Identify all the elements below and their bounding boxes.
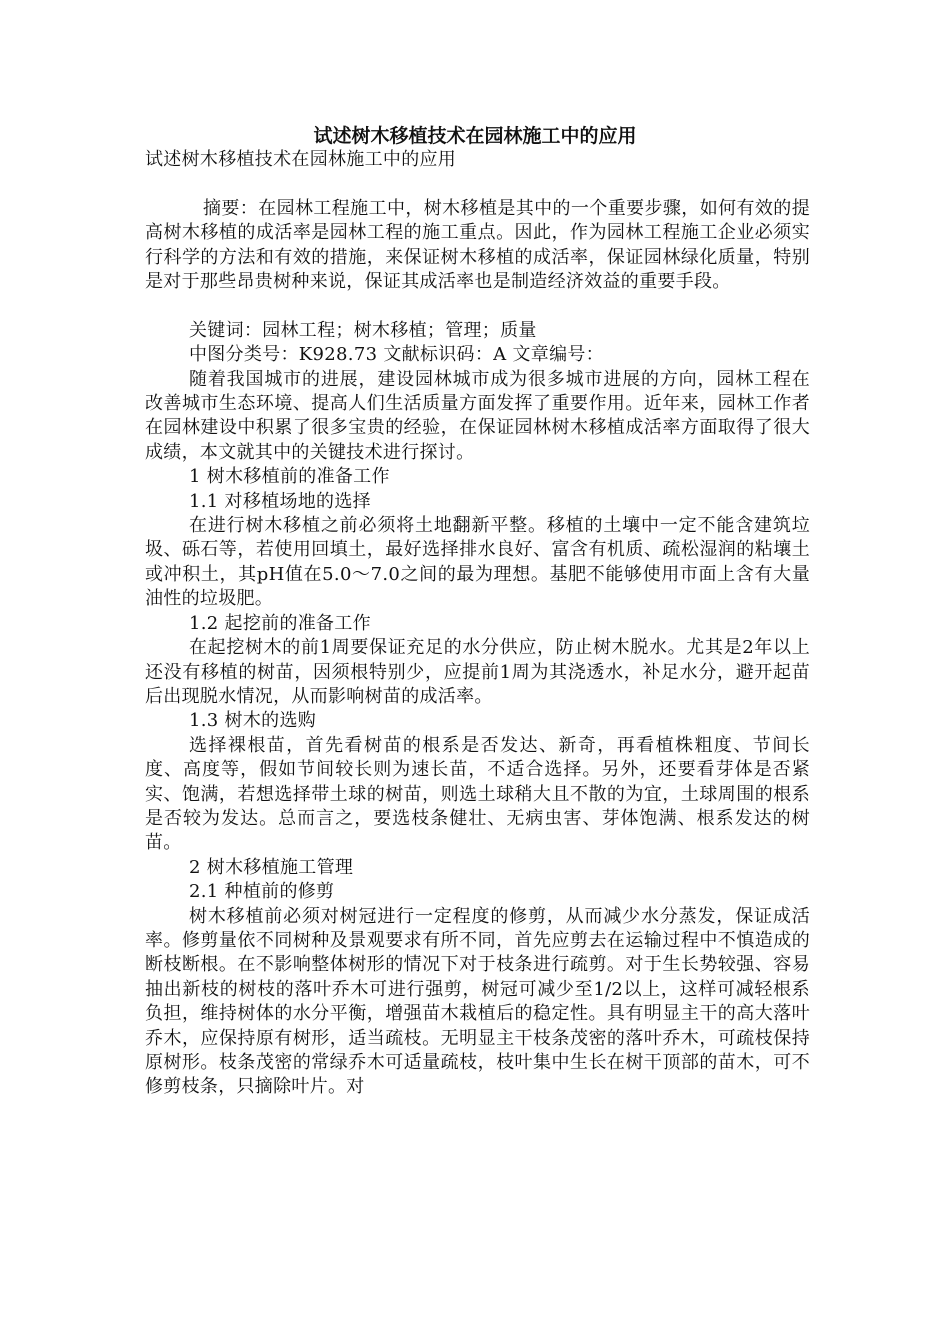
section-heading-2: 2 树木移植施工管理 <box>189 856 354 878</box>
document-title: 试述树木移植技术在园林施工中的应用 <box>313 125 637 147</box>
section-heading-1: 1 树木移植前的准备工作 <box>189 466 390 488</box>
subsection-heading-2-1: 2.1 种植前的修剪 <box>189 881 335 903</box>
paragraph-1-1: 在进行树木移植之前必须将土地翻新平整。移植的土壤中一定不能含建筑垃圾、砾石等，若使用回填土，最好选择排水良好、富含有机质、疏松湿润的粘壤土或冲积土，其pH值在5.0～7.0之间的最为理想。基肥不能够使用市面上含有大量油性的垃圾肥。 <box>145 515 810 610</box>
blank-line <box>145 294 810 318</box>
subsection-heading-1-3: 1.3 树木的选购 <box>189 710 317 732</box>
classification-line: 中图分类号：K928.73 文献标识码：A 文章编号： <box>189 344 604 366</box>
document-subtitle: 试述树木移植技术在园林施工中的应用 <box>145 149 457 170</box>
intro-paragraph: 随着我国城市的进展，建设园林城市成为很多城市进展的方向，园林工程在改善城市生态环境、提高人们生活质量方面发挥了重要作用。近年来，园林工作者在园林建设中积累了很多宝贵的经验，在保证园林树木移植成活率方面取得了很大成绩，本文就其中的关键技术进行探讨。 <box>145 368 810 463</box>
subsection-heading-1-2: 1.2 起挖前的准备工作 <box>189 612 371 634</box>
abstract-paragraph: 摘要：在园林工程施工中，树木移植是其中的一个重要步骤，如何有效的提高树木移植的成活率是园林工程的施工重点。因此，作为园林工程施工企业必须实行科学的方法和有效的措施，来保证树木移植的成活率，保证园林绿化质量，特别是对于那些昂贵树种来说，保证其成活率也是制造经济效益的重要手段。 <box>145 197 810 293</box>
paragraph-1-3: 选择裸根苗，首先看树苗的根系是否发达、新奇，再看植株粗度、节间长度、高度等，假如节间较长则为速长苗，不适合选择。另外，还要看芽体是否紧实、饱满，若想选择带土球的树苗，则选土球稍大且不散的为宜，土球周围的根系是否较为发达。总而言之，要选枝条健壮、无病虫害、芽体饱满、根系发达的树苗。 <box>145 734 810 854</box>
keywords-line: 关键词：园林工程；树木移植；管理；质量 <box>189 319 537 341</box>
subsection-heading-1-1: 1.1 对移植场地的选择 <box>189 490 371 512</box>
paragraph-2-1: 树木移植前必须对树冠进行一定程度的修剪，从而减少水分蒸发，保证成活率。修剪量依不同树种及景观要求有所不同，首先应剪去在运输过程中不慎造成的断枝断根。在不影响整体树形的情况下对于枝条进行疏剪。对于生长势较强、容易抽出新枝的树枝的落叶乔木可进行强剪，树冠可减少至1/2以上，这样可减轻根系负担，维持树体的水分平衡，增强苗木栽植后的稳定性。具有明显主干的高大落叶乔木，应保持原有树形，适当疏枝。无明显主干枝条茂密的落叶乔木，可疏枝保持原树形。枝条茂密的常绿乔木可适量疏枝，枝叶集中生长在树干顶部的苗木，可不修剪枝条，只摘除叶片。对 <box>145 905 810 1098</box>
document-body <box>145 148 810 1100</box>
paragraph-1-2: 在起挖树木的前1周要保证充足的水分供应，防止树木脱水。尤其是2年以上还没有移植的树苗，因须根特别少，应提前1周为其浇透水，补足水分，避开起苗后出现脱水情况，从而影响树苗的成活率。 <box>145 637 810 707</box>
blank-line <box>145 172 810 196</box>
